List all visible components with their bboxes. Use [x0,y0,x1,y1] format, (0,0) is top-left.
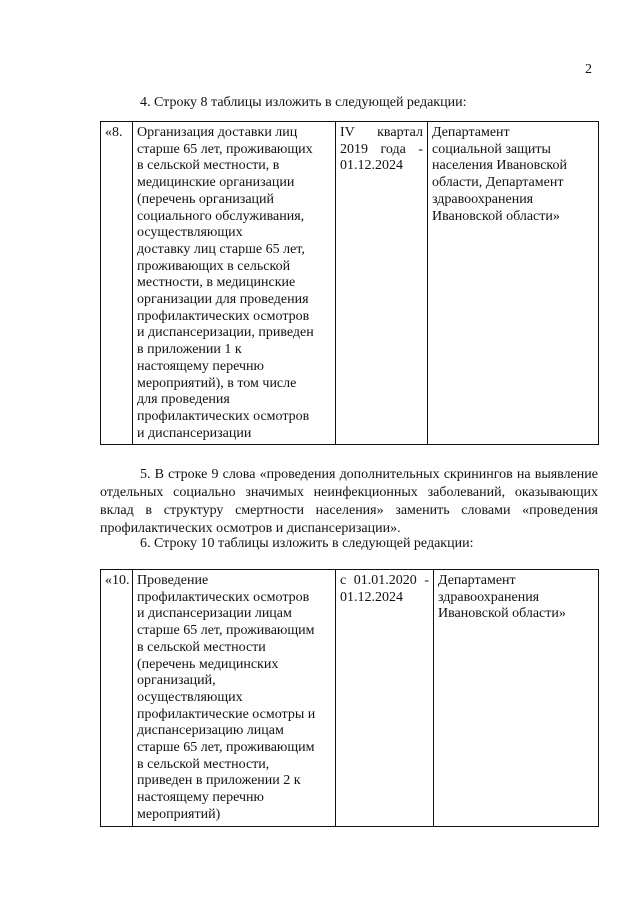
cell-text-line: организаций, [137,673,216,689]
event-cell [133,570,336,827]
cell-text-line: настоящему перечню [137,790,264,806]
term-cell [336,570,434,827]
cell-text-line: области, Департамент [432,175,564,191]
cell-text-line: настоящему перечню [137,358,264,374]
cell-text-line: в приложении 1 к [137,342,242,358]
cell-text-line: для проведения [137,392,230,408]
responsible-cell [428,122,599,445]
cell-text-line: старше 65 лет, проживающих [137,141,313,157]
cell-text-line: в сельской местности [137,639,266,655]
cell-text-line: старше 65 лет, проживающим [137,623,315,639]
item-6-paragraph: 6. Строку 10 таблицы изложить в следующей редакции: [140,536,474,551]
cell-text-line: (перечень медицинских [137,656,279,672]
cell-text-line: медицинские организации [137,175,295,191]
table-row-8 [100,121,599,445]
cell-text-line: социального обслуживания, [137,208,305,224]
cell-text-line: местности, в медицинские [137,275,296,291]
cell-text-line: Ивановской области» [432,208,560,224]
cell-text-line: здравоохранения [438,589,540,605]
row-number-cell: «10. [101,570,133,827]
page-number: 2 [585,62,592,77]
cell-text-line: организации для проведения [137,292,309,308]
table-row [101,570,599,827]
cell-text-line: 01.12.2024 [340,158,403,174]
cell-text-line: Организация доставки лиц [137,125,298,140]
cell-text-line: с 01.01.2020 - [340,573,429,588]
cell-text-line: мероприятий) [137,806,221,822]
cell-text-line: населения Ивановской [432,158,567,174]
item-4-paragraph: 4. Строку 8 таблицы изложить в следующей редакции: [140,95,467,110]
cell-text-line: осуществляющих [137,225,243,241]
cell-text-line: IV квартал [340,125,423,140]
term-cell [336,122,428,445]
cell-text-line: старше 65 лет, проживающим [137,740,315,756]
cell-text-line: и диспансеризации лицам [137,606,292,622]
cell-text-line: мероприятий), в том числе [137,375,297,391]
row-number-cell: «8. [101,122,133,445]
cell-text-line: 2019 года - [340,141,423,157]
cell-text-line: (перечень организаций [137,191,275,207]
cell-text-line: профилактических осмотров [137,308,310,324]
cell-text-line: и диспансеризации [137,425,252,441]
cell-text-line: социальной защиты [432,141,551,157]
cell-text-line: осуществляющих [137,689,243,705]
table-row-10 [100,569,599,827]
cell-text-line: Департамент [432,125,510,140]
cell-text-line: в сельской местности, в [137,158,280,174]
table-row [101,122,599,445]
item-5-paragraph: 5. В строке 9 слова «проведения дополнительных скринингов на выявление отдельных социально значимых неинфекционных заболеваний, оказывающих вклад в структуру смертности населения» заменить словами «проведения профилактических осмотров и диспансеризации». [100,467,598,536]
cell-text-line: в сельской местности, [137,756,270,772]
cell-text-line: профилактических осмотров [137,589,310,605]
cell-text-line: Департамент [438,573,516,588]
cell-text-line: проживающих в сельской [137,258,291,274]
cell-text-line: Ивановской области» [438,606,566,622]
event-cell [133,122,336,445]
cell-text-line: и диспансеризации, приведен [137,325,314,341]
cell-text-line: доставку лиц старше 65 лет, [137,241,305,257]
cell-text-line: 01.12.2024 [340,589,403,605]
cell-text-line: приведен в приложении 2 к [137,773,301,789]
cell-text-line: профилактических осмотров [137,408,310,424]
cell-text-line: здравоохранения [432,191,534,207]
cell-text-line: профилактические осмотры и [137,706,316,722]
responsible-cell [434,570,599,827]
cell-text-line: диспансеризацию лицам [137,723,284,739]
cell-text-line: Проведение [137,573,209,588]
